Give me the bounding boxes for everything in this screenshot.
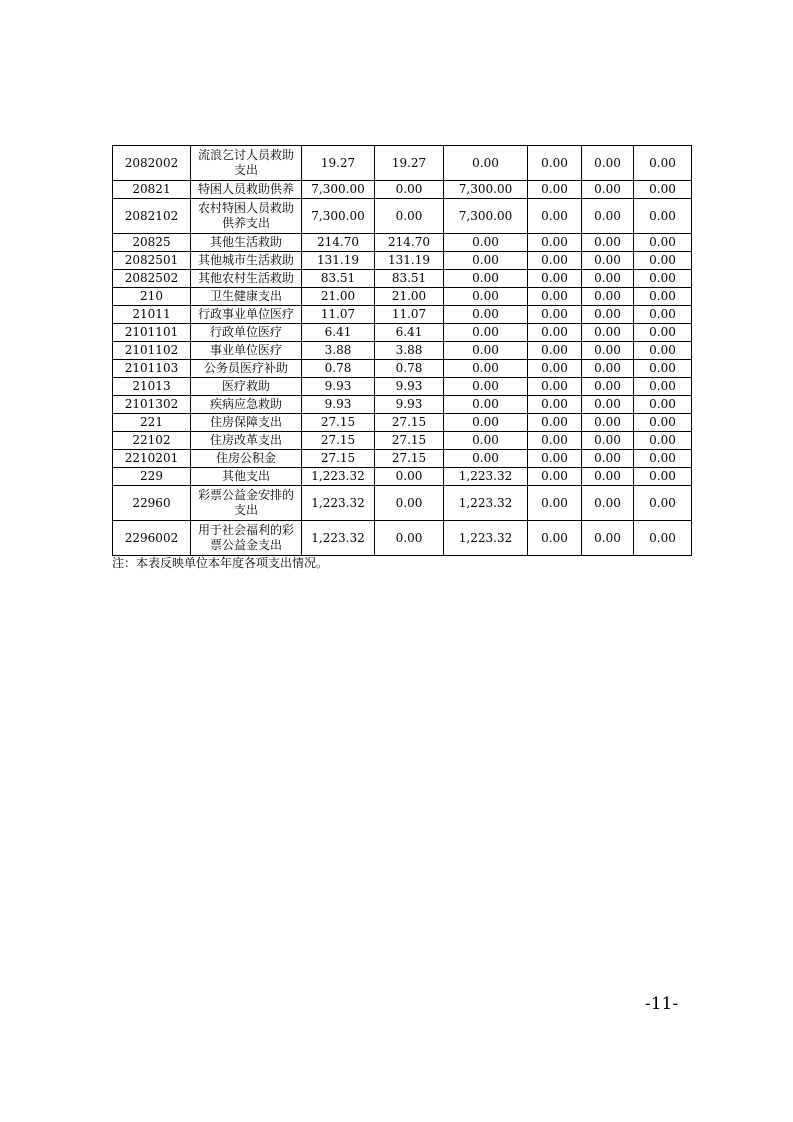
- subject-name-cell: 公务员医疗补助: [191, 360, 302, 378]
- table-row: [113, 378, 692, 396]
- extra-2-cell: 0.00: [582, 234, 634, 252]
- subject-code-cell: 2101101: [113, 324, 191, 342]
- extra-3-cell: 0.00: [634, 486, 692, 521]
- extra-1-cell: 0.00: [528, 270, 582, 288]
- table-row: [113, 324, 692, 342]
- table-row: [113, 396, 692, 414]
- project-expense-cell: 1,223.32: [444, 486, 528, 521]
- total-cell: 27.15: [302, 450, 375, 468]
- extra-3-cell: 0.00: [634, 199, 692, 234]
- subject-name-cell: 医疗救助: [191, 378, 302, 396]
- subject-name-cell: 其他生活救助: [191, 234, 302, 252]
- basic-expense-cell: 0.00: [375, 521, 444, 556]
- subject-name-cell: 其他农村生活救助: [191, 270, 302, 288]
- total-cell: 83.51: [302, 270, 375, 288]
- extra-3-cell: 0.00: [634, 414, 692, 432]
- subject-code-cell: 2082102: [113, 199, 191, 234]
- extra-1-cell: 0.00: [528, 306, 582, 324]
- extra-3-cell: 0.00: [634, 432, 692, 450]
- extra-3-cell: 0.00: [634, 378, 692, 396]
- total-cell: 19.27: [302, 146, 375, 181]
- extra-1-cell: 0.00: [528, 181, 582, 199]
- expense-table: [112, 145, 692, 556]
- project-expense-cell: 0.00: [444, 270, 528, 288]
- extra-3-cell: 0.00: [634, 181, 692, 199]
- extra-3-cell: 0.00: [634, 396, 692, 414]
- subject-name-cell: 卫生健康支出: [191, 288, 302, 306]
- table-row: [113, 234, 692, 252]
- extra-3-cell: 0.00: [634, 288, 692, 306]
- subject-name-cell: 用于社会福利的彩票公益金支出: [191, 521, 302, 556]
- subject-name-cell: 住房保障支出: [191, 414, 302, 432]
- table-row: [113, 288, 692, 306]
- total-cell: 131.19: [302, 252, 375, 270]
- basic-expense-cell: 27.15: [375, 432, 444, 450]
- table-row: [113, 360, 692, 378]
- subject-code-cell: 22960: [113, 486, 191, 521]
- total-cell: 214.70: [302, 234, 375, 252]
- extra-1-cell: 0.00: [528, 360, 582, 378]
- total-cell: 21.00: [302, 288, 375, 306]
- extra-1-cell: 0.00: [528, 342, 582, 360]
- subject-code-cell: 21011: [113, 306, 191, 324]
- subject-code-cell: 2101302: [113, 396, 191, 414]
- expense-table-container: [112, 145, 691, 556]
- table-row: [113, 306, 692, 324]
- extra-3-cell: 0.00: [634, 450, 692, 468]
- subject-code-cell: 2101103: [113, 360, 191, 378]
- extra-1-cell: 0.00: [528, 146, 582, 181]
- extra-1-cell: 0.00: [528, 288, 582, 306]
- subject-code-cell: 2296002: [113, 521, 191, 556]
- project-expense-cell: 0.00: [444, 360, 528, 378]
- total-cell: 1,223.32: [302, 521, 375, 556]
- extra-1-cell: 0.00: [528, 252, 582, 270]
- basic-expense-cell: 27.15: [375, 450, 444, 468]
- basic-expense-cell: 27.15: [375, 414, 444, 432]
- subject-code-cell: 229: [113, 468, 191, 486]
- extra-3-cell: 0.00: [634, 468, 692, 486]
- extra-3-cell: 0.00: [634, 521, 692, 556]
- basic-expense-cell: 6.41: [375, 324, 444, 342]
- project-expense-cell: 0.00: [444, 252, 528, 270]
- subject-code-cell: 22102: [113, 432, 191, 450]
- extra-1-cell: 0.00: [528, 234, 582, 252]
- project-expense-cell: 7,300.00: [444, 181, 528, 199]
- basic-expense-cell: 9.93: [375, 378, 444, 396]
- subject-code-cell: 2082002: [113, 146, 191, 181]
- extra-1-cell: 0.00: [528, 396, 582, 414]
- total-cell: 7,300.00: [302, 181, 375, 199]
- table-row: [113, 146, 692, 181]
- subject-name-cell: 事业单位医疗: [191, 342, 302, 360]
- basic-expense-cell: 0.00: [375, 181, 444, 199]
- subject-code-cell: 20821: [113, 181, 191, 199]
- project-expense-cell: 0.00: [444, 288, 528, 306]
- extra-2-cell: 0.00: [582, 146, 634, 181]
- project-expense-cell: 0.00: [444, 414, 528, 432]
- subject-name-cell: 疾病应急救助: [191, 396, 302, 414]
- project-expense-cell: 0.00: [444, 450, 528, 468]
- table-row: [113, 342, 692, 360]
- total-cell: 3.88: [302, 342, 375, 360]
- table-row: [113, 450, 692, 468]
- subject-name-cell: 其他城市生活救助: [191, 252, 302, 270]
- project-expense-cell: 0.00: [444, 324, 528, 342]
- extra-1-cell: 0.00: [528, 432, 582, 450]
- subject-name-cell: 行政单位医疗: [191, 324, 302, 342]
- project-expense-cell: 0.00: [444, 378, 528, 396]
- table-row: [113, 199, 692, 234]
- extra-2-cell: 0.00: [582, 288, 634, 306]
- project-expense-cell: 0.00: [444, 342, 528, 360]
- extra-2-cell: 0.00: [582, 181, 634, 199]
- subject-name-cell: 彩票公益金安排的支出: [191, 486, 302, 521]
- subject-name-cell: 特困人员救助供养: [191, 181, 302, 199]
- extra-1-cell: 0.00: [528, 414, 582, 432]
- table-row: [113, 181, 692, 199]
- basic-expense-cell: 0.00: [375, 486, 444, 521]
- extra-3-cell: 0.00: [634, 324, 692, 342]
- total-cell: 9.93: [302, 396, 375, 414]
- project-expense-cell: 0.00: [444, 306, 528, 324]
- extra-2-cell: 0.00: [582, 360, 634, 378]
- project-expense-cell: 0.00: [444, 146, 528, 181]
- basic-expense-cell: 214.70: [375, 234, 444, 252]
- table-row: [113, 252, 692, 270]
- basic-expense-cell: 9.93: [375, 396, 444, 414]
- subject-code-cell: 2101102: [113, 342, 191, 360]
- total-cell: 27.15: [302, 414, 375, 432]
- basic-expense-cell: 11.07: [375, 306, 444, 324]
- table-row: [113, 432, 692, 450]
- table-note: 注：本表反映单位本年度各项支出情况。: [112, 556, 329, 570]
- subject-code-cell: 210: [113, 288, 191, 306]
- extra-2-cell: 0.00: [582, 199, 634, 234]
- subject-name-cell: 行政事业单位医疗: [191, 306, 302, 324]
- project-expense-cell: 1,223.32: [444, 468, 528, 486]
- extra-2-cell: 0.00: [582, 486, 634, 521]
- extra-2-cell: 0.00: [582, 306, 634, 324]
- extra-2-cell: 0.00: [582, 342, 634, 360]
- table-row: [113, 468, 692, 486]
- project-expense-cell: 0.00: [444, 432, 528, 450]
- extra-1-cell: 0.00: [528, 324, 582, 342]
- extra-2-cell: 0.00: [582, 521, 634, 556]
- total-cell: 1,223.32: [302, 486, 375, 521]
- extra-2-cell: 0.00: [582, 324, 634, 342]
- extra-3-cell: 0.00: [634, 306, 692, 324]
- extra-1-cell: 0.00: [528, 378, 582, 396]
- table-row: [113, 521, 692, 556]
- extra-2-cell: 0.00: [582, 252, 634, 270]
- extra-2-cell: 0.00: [582, 414, 634, 432]
- subject-code-cell: 21013: [113, 378, 191, 396]
- basic-expense-cell: 0.00: [375, 468, 444, 486]
- extra-2-cell: 0.00: [582, 396, 634, 414]
- project-expense-cell: 1,223.32: [444, 521, 528, 556]
- extra-1-cell: 0.00: [528, 486, 582, 521]
- basic-expense-cell: 0.00: [375, 199, 444, 234]
- project-expense-cell: 7,300.00: [444, 199, 528, 234]
- total-cell: 11.07: [302, 306, 375, 324]
- total-cell: 0.78: [302, 360, 375, 378]
- basic-expense-cell: 21.00: [375, 288, 444, 306]
- subject-name-cell: 住房公积金: [191, 450, 302, 468]
- total-cell: 6.41: [302, 324, 375, 342]
- extra-2-cell: 0.00: [582, 450, 634, 468]
- extra-1-cell: 0.00: [528, 199, 582, 234]
- basic-expense-cell: 131.19: [375, 252, 444, 270]
- basic-expense-cell: 0.78: [375, 360, 444, 378]
- subject-code-cell: 2082501: [113, 252, 191, 270]
- subject-name-cell: 其他支出: [191, 468, 302, 486]
- basic-expense-cell: 19.27: [375, 146, 444, 181]
- extra-3-cell: 0.00: [634, 146, 692, 181]
- subject-code-cell: 2210201: [113, 450, 191, 468]
- basic-expense-cell: 83.51: [375, 270, 444, 288]
- subject-name-cell: 农村特困人员救助供养支出: [191, 199, 302, 234]
- extra-3-cell: 0.00: [634, 342, 692, 360]
- extra-2-cell: 0.00: [582, 432, 634, 450]
- extra-2-cell: 0.00: [582, 378, 634, 396]
- total-cell: 7,300.00: [302, 199, 375, 234]
- subject-code-cell: 221: [113, 414, 191, 432]
- total-cell: 9.93: [302, 378, 375, 396]
- project-expense-cell: 0.00: [444, 234, 528, 252]
- extra-1-cell: 0.00: [528, 521, 582, 556]
- table-body: [113, 146, 692, 556]
- project-expense-cell: 0.00: [444, 396, 528, 414]
- subject-name-cell: 流浪乞讨人员救助支出: [191, 146, 302, 181]
- total-cell: 1,223.32: [302, 468, 375, 486]
- extra-3-cell: 0.00: [634, 360, 692, 378]
- subject-code-cell: 2082502: [113, 270, 191, 288]
- extra-3-cell: 0.00: [634, 252, 692, 270]
- extra-3-cell: 0.00: [634, 234, 692, 252]
- page-number: -11-: [645, 994, 679, 1014]
- table-row: [113, 270, 692, 288]
- subject-name-cell: 住房改革支出: [191, 432, 302, 450]
- extra-3-cell: 0.00: [634, 270, 692, 288]
- extra-1-cell: 0.00: [528, 468, 582, 486]
- table-row: [113, 414, 692, 432]
- extra-2-cell: 0.00: [582, 270, 634, 288]
- extra-1-cell: 0.00: [528, 450, 582, 468]
- extra-2-cell: 0.00: [582, 468, 634, 486]
- basic-expense-cell: 3.88: [375, 342, 444, 360]
- subject-code-cell: 20825: [113, 234, 191, 252]
- table-row: [113, 486, 692, 521]
- total-cell: 27.15: [302, 432, 375, 450]
